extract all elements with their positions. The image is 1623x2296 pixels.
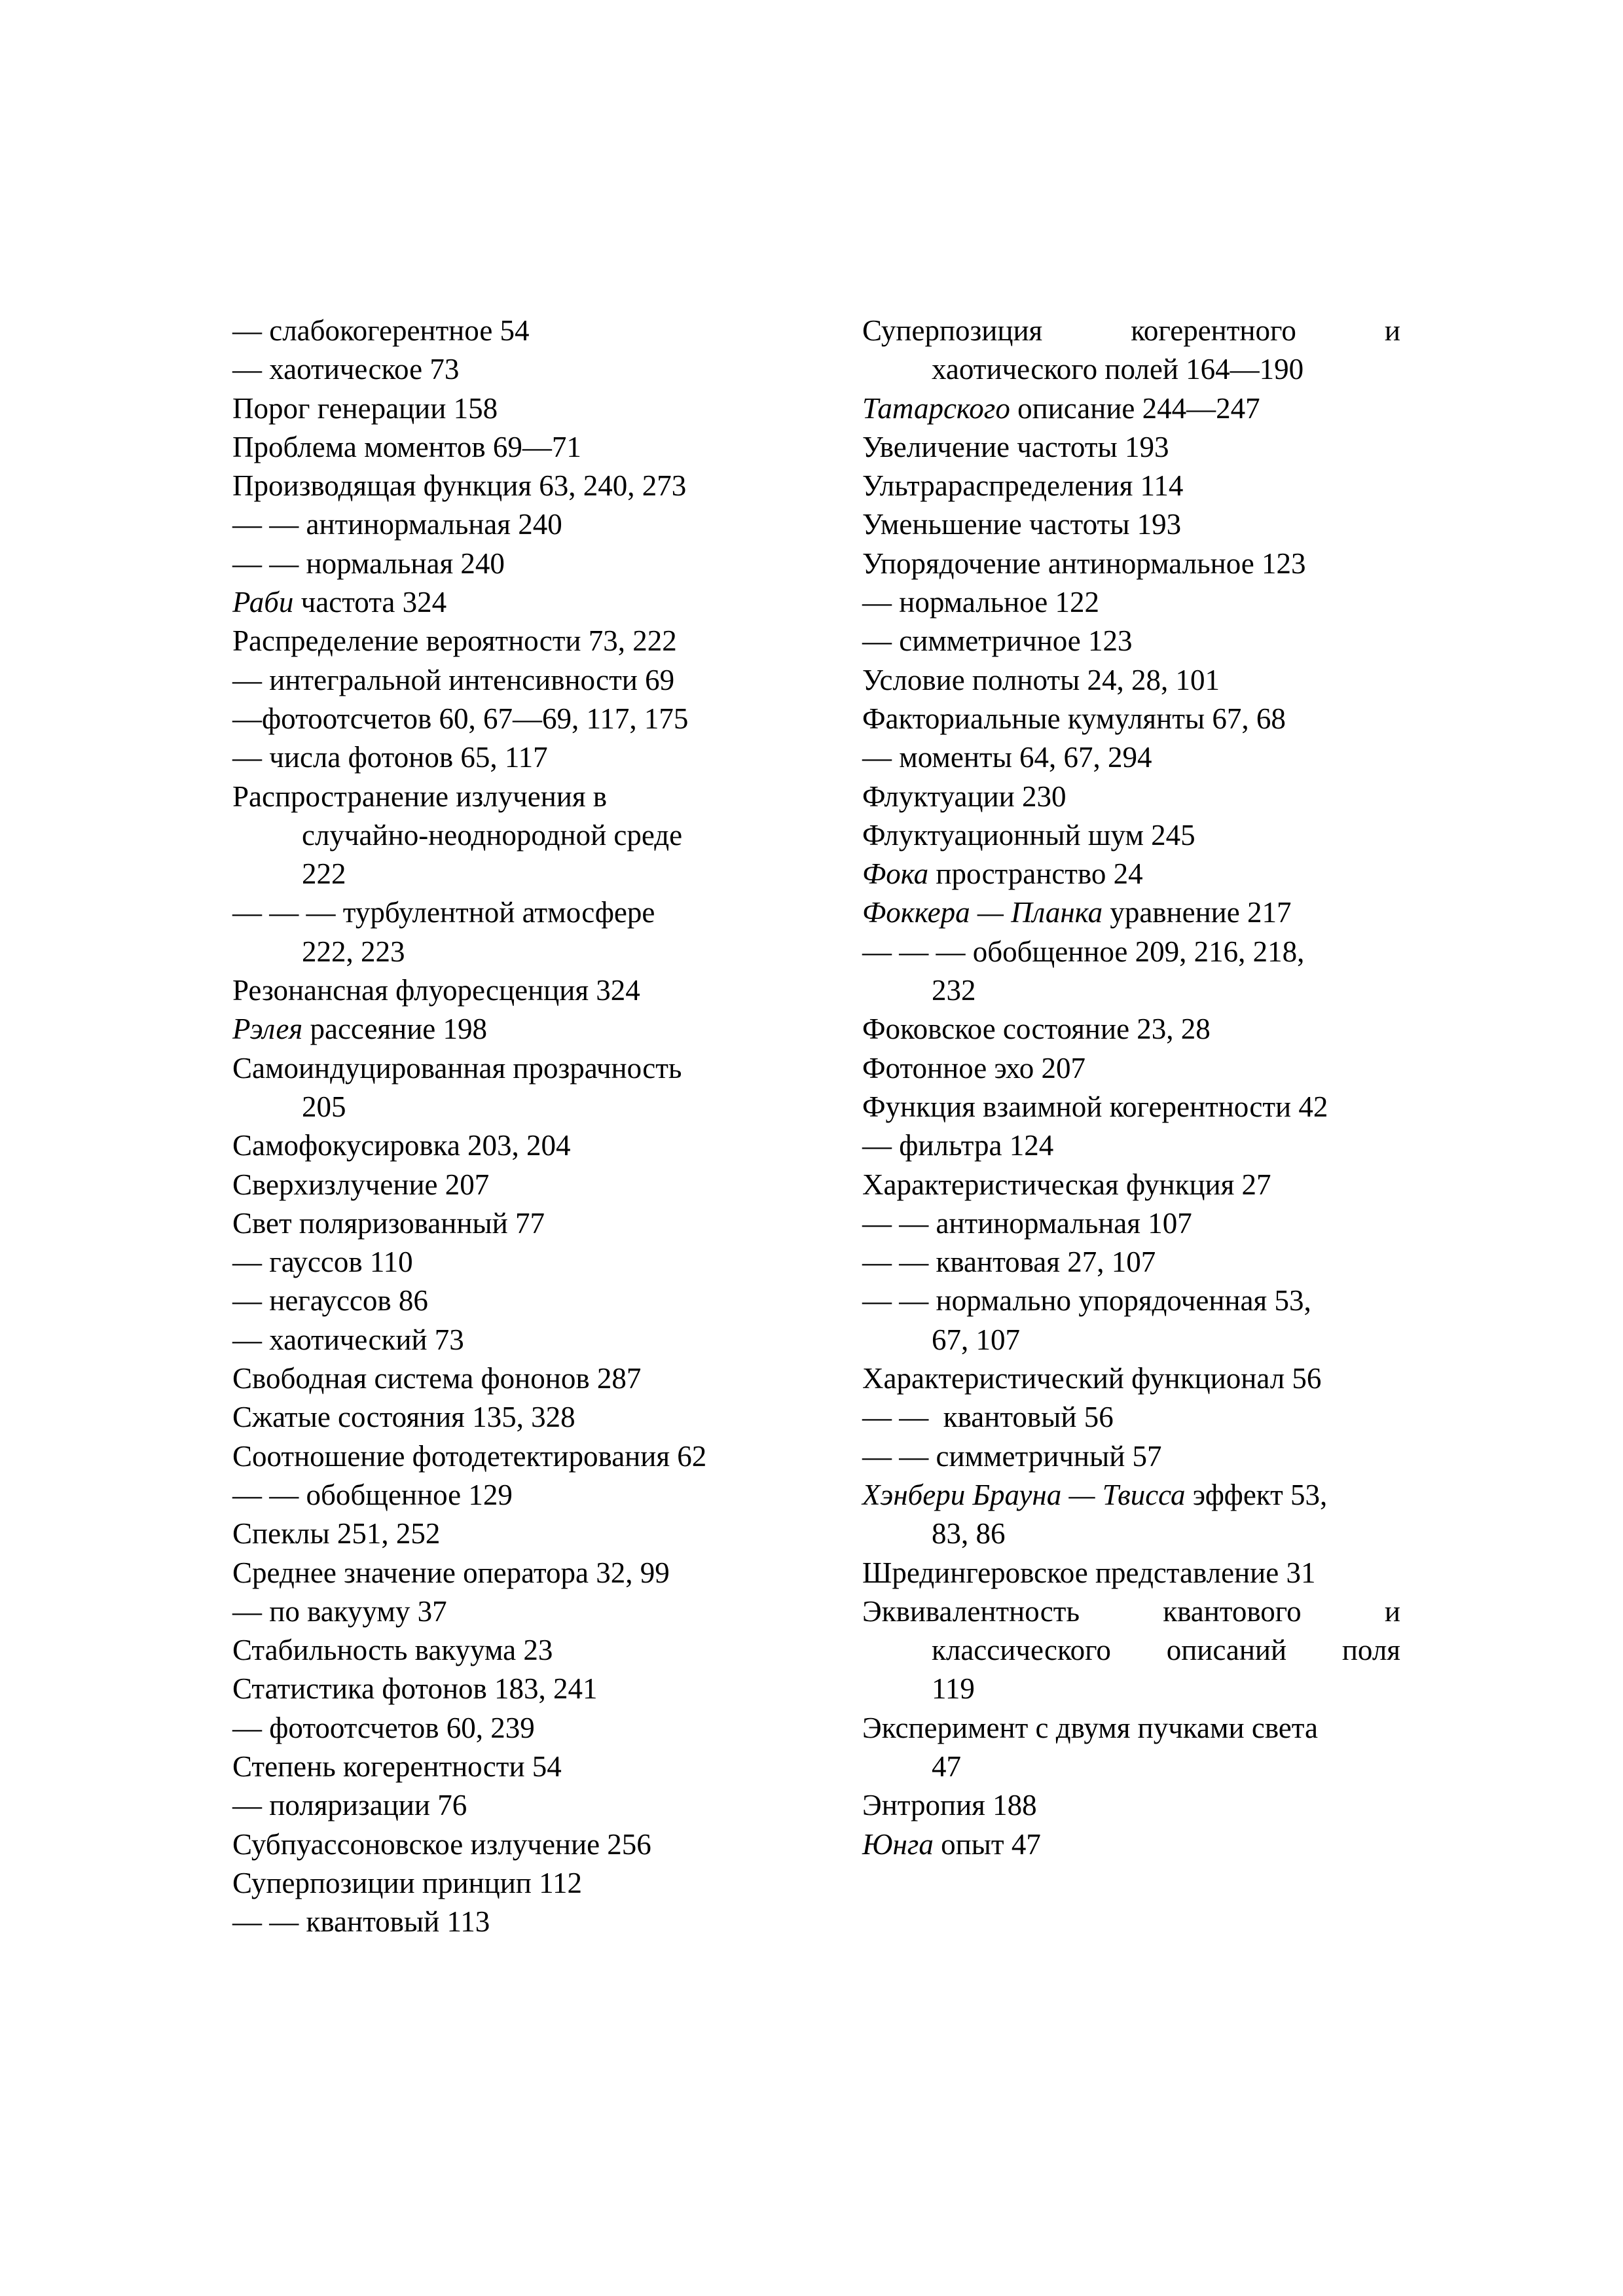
index-entry — [232, 1864, 822, 1903]
index-entry — [232, 1631, 822, 1670]
index-entry — [862, 1398, 1400, 1437]
index-entry-text: — — квантовый 56 — [862, 1401, 1114, 1434]
index-entry — [862, 1243, 1400, 1282]
index-entry-text: случайно-неоднородной среде — [302, 818, 683, 852]
index-entry-text: Субпуассоновское излучение 256 — [232, 1827, 651, 1861]
index-entry — [232, 1166, 822, 1204]
index-entry — [232, 893, 822, 932]
index-entry — [862, 661, 1400, 700]
index-entry-text: Увеличение частоты 193 — [862, 430, 1169, 463]
index-entry-text: Проблема моментов 69—71 — [232, 430, 581, 463]
index-entry-text: — — антинормальная 240 — [232, 508, 562, 541]
index-entry-word: Эквивалентность — [862, 1594, 1080, 1628]
index-entry — [232, 1476, 822, 1515]
index-entry — [862, 933, 1400, 971]
index-entry-name-italic: Раби — [232, 586, 294, 619]
index-entry-text: Суперпозиции принцип 112 — [232, 1866, 582, 1899]
index-entry — [232, 1670, 822, 1708]
index-entry — [232, 1049, 822, 1088]
index-entry-text: — хаотический 73 — [232, 1323, 464, 1356]
index-entry-word: классического — [932, 1634, 1111, 1667]
index-entry-text: Среднее значение оператора 32, 99 — [232, 1556, 670, 1589]
index-entry-text: — по вакууму 37 — [232, 1594, 447, 1628]
index-entry-text: Производящая функция 63, 240, 273 — [232, 469, 687, 503]
index-entry — [232, 1903, 822, 1941]
index-entry — [232, 1204, 822, 1243]
index-entry — [232, 1437, 822, 1476]
index-entry-name-italic: Фоккера — Планка — [862, 896, 1103, 929]
index-entry-name-italic: Фока — [862, 857, 929, 891]
index-entry — [232, 1282, 822, 1320]
index-entry-text: — — — обобщенное 209, 216, 218, — [862, 935, 1305, 968]
index-entry-text: Распределение вероятности 73, 222 — [232, 624, 677, 658]
index-entry — [862, 1204, 1400, 1243]
index-entry — [232, 1243, 822, 1282]
index-entry — [862, 1010, 1400, 1049]
index-entry-name-italic: Хэнбери Брауна — Твисса — [862, 1478, 1186, 1511]
index-entry — [862, 312, 1400, 350]
index-entry — [862, 738, 1400, 777]
index-entry-word: Суперпозиция — [862, 314, 1043, 347]
index-entry — [862, 428, 1400, 467]
index-entry-text: 232 — [932, 974, 976, 1007]
index-entry-text: описание 244—247 — [1010, 391, 1260, 425]
index-entry-word: квантового — [1163, 1594, 1302, 1628]
index-entry-text: пространство 24 — [928, 857, 1143, 891]
index-entry — [862, 855, 1400, 893]
index-entry-text: 222 — [302, 857, 346, 891]
index-entry-text: — моменты 64, 67, 294 — [862, 741, 1152, 774]
index-entry-text: — — — турбулентной атмосфере — [232, 896, 655, 929]
index-entry — [862, 1515, 1400, 1553]
index-entry — [232, 1398, 822, 1437]
index-entry-text: Эксперимент с двумя пучками света — [862, 1711, 1318, 1744]
index-entry — [862, 350, 1400, 389]
index-entry — [232, 1515, 822, 1553]
index-entry-word: описаний — [1166, 1634, 1287, 1667]
index-entry-text: —фотоотсчетов 60, 67—69, 117, 175 — [232, 702, 689, 735]
index-entry-text: Фоковское состояние 23, 28 — [862, 1013, 1211, 1046]
index-entry — [232, 1592, 822, 1631]
index-entry-text: эффект 53, — [1185, 1478, 1328, 1511]
index-entry-text: Спеклы 251, 252 — [232, 1517, 441, 1551]
index-entry — [232, 1010, 822, 1049]
index-entry-text: — — нормальная 240 — [232, 547, 505, 580]
index-entry-word: поля — [1341, 1634, 1400, 1667]
index-entry — [232, 389, 822, 428]
index-entry — [232, 700, 822, 738]
index-entry-text: 83, 86 — [932, 1517, 1006, 1551]
index-entry — [232, 971, 822, 1010]
index-entry-text: Функция взаимной когерентности 42 — [862, 1090, 1328, 1123]
index-entry-text: рассеяние 198 — [302, 1013, 487, 1046]
index-entry-text: Шредингеровское представление 31 — [862, 1556, 1316, 1589]
index-entry — [862, 1554, 1400, 1592]
index-entry — [232, 778, 822, 816]
index-entry — [232, 428, 822, 467]
index-entry — [862, 816, 1400, 855]
index-entry — [862, 1321, 1400, 1359]
index-entry-text: Энтропия 188 — [862, 1789, 1037, 1822]
index-entry-text: Фотонное эхо 207 — [862, 1051, 1086, 1085]
index-entry — [232, 855, 822, 893]
index-entry-text: — интегральной интенсивности 69 — [232, 663, 675, 696]
index-entry — [232, 1554, 822, 1592]
index-entry — [862, 1631, 1400, 1670]
index-entry — [232, 1786, 822, 1825]
index-entry-text: Флуктуации 230 — [862, 780, 1067, 813]
index-entry-text: Резонансная флуоресценция 324 — [232, 974, 640, 1007]
index-entry — [862, 1592, 1400, 1631]
index-entry-word: и — [1384, 1594, 1400, 1628]
index-entry-text: 205 — [302, 1090, 346, 1123]
index-entry-text: частота 324 — [293, 586, 447, 619]
index-entry — [232, 1088, 822, 1126]
index-entry — [232, 933, 822, 971]
index-entry-text: Стабильность вакуума 23 — [232, 1634, 553, 1667]
index-entry — [862, 1786, 1400, 1825]
index-entry — [232, 1748, 822, 1786]
index-entry-text: Уменьшение частоты 193 — [862, 508, 1182, 541]
index-entry — [862, 1126, 1400, 1165]
index-entry — [862, 1476, 1400, 1515]
index-entry-text: 47 — [932, 1749, 961, 1783]
index-entry — [232, 1321, 822, 1359]
index-entry-text: хаотического полей 164—190 — [932, 353, 1304, 386]
index-entry — [232, 661, 822, 700]
index-column-left — [232, 312, 822, 1941]
index-entry — [232, 545, 822, 583]
index-entry — [862, 1049, 1400, 1088]
index-entry — [232, 816, 822, 855]
index-entry-text: — — квантовая 27, 107 — [862, 1246, 1156, 1279]
index-entry-text: Соотношение фотодетектирования 62 — [232, 1439, 707, 1473]
index-entry-text: Характеристическая функция 27 — [862, 1168, 1271, 1201]
index-entry — [862, 893, 1400, 932]
index-entry-text: — — симметричный 57 — [862, 1439, 1162, 1473]
index-entry — [232, 1126, 822, 1165]
index-entry-text: — симметричное 123 — [862, 624, 1133, 658]
index-entry-text: Флуктуационный шум 245 — [862, 818, 1195, 852]
index-entry-text: — фильтра 124 — [862, 1129, 1054, 1162]
index-entry — [862, 1088, 1400, 1126]
index-entry-text: — слабокогерентное 54 — [232, 314, 530, 347]
index-entry-text: Свободная система фононов 287 — [232, 1362, 642, 1395]
index-entry — [862, 1166, 1400, 1204]
index-entry — [232, 738, 822, 777]
index-entry-name-italic: Юнга — [862, 1827, 934, 1861]
index-entry — [862, 389, 1400, 428]
index-entry-text: — — нормально упорядоченная 53, — [862, 1284, 1311, 1318]
index-entry-text: 67, 107 — [932, 1323, 1020, 1356]
index-entry-text: Статистика фотонов 183, 241 — [232, 1672, 598, 1706]
index-entry — [862, 505, 1400, 544]
index-entry-text: Сверхизлучение 207 — [232, 1168, 490, 1201]
index-entry-text: — фотоотсчетов 60, 239 — [232, 1711, 535, 1744]
index-entry — [232, 1825, 822, 1864]
index-entry — [862, 1748, 1400, 1786]
index-entry-word: когерентного — [1131, 314, 1296, 347]
index-entry — [862, 467, 1400, 505]
index-entry — [232, 350, 822, 389]
index-entry — [862, 622, 1400, 660]
index-entry — [232, 312, 822, 350]
index-entry-text: — числа фотонов 65, 117 — [232, 741, 548, 774]
index-entry — [862, 1825, 1400, 1864]
index-column-right — [862, 312, 1400, 1864]
index-entry-text: Упорядочение антинормальное 123 — [862, 547, 1306, 580]
index-entry — [232, 467, 822, 505]
index-entry — [862, 1359, 1400, 1398]
index-entry-text: Степень когерентности 54 — [232, 1749, 562, 1783]
index-entry — [862, 778, 1400, 816]
index-entry-name-italic: Татарского — [862, 391, 1010, 425]
index-entry-text: Порог генерации 158 — [232, 391, 498, 425]
index-entry-text: 222, 223 — [302, 935, 405, 968]
index-entry — [232, 1709, 822, 1748]
index-entry — [232, 583, 822, 622]
index-entry-text: 119 — [932, 1672, 975, 1706]
index-entry — [862, 700, 1400, 738]
index-entry — [862, 545, 1400, 583]
index-entry — [862, 583, 1400, 622]
index-entry — [862, 971, 1400, 1010]
index-entry — [862, 1282, 1400, 1320]
index-entry-text: уравнение 217 — [1103, 896, 1292, 929]
index-entry-text: — гауссов 110 — [232, 1246, 413, 1279]
index-entry-text: Самофокусировка 203, 204 — [232, 1129, 571, 1162]
index-entry — [862, 1670, 1400, 1708]
index-entry-text: — — квантовый 113 — [232, 1905, 490, 1939]
index-entry-text: Сжатые состояния 135, 328 — [232, 1401, 575, 1434]
index-entry — [232, 622, 822, 660]
index-entry-text: Распространение излучения в — [232, 780, 608, 813]
index-entry-text: — негауссов 86 — [232, 1284, 428, 1318]
index-entry-word: и — [1384, 314, 1400, 347]
index-entry — [862, 1709, 1400, 1748]
index-entry-text: Свет поляризованный 77 — [232, 1206, 545, 1240]
index-entry-text: опыт 47 — [933, 1827, 1041, 1861]
index-entry-text: Условие полноты 24, 28, 101 — [862, 663, 1220, 696]
index-entry — [232, 1359, 822, 1398]
index-entry-text: Ультрараспределения 114 — [862, 469, 1184, 503]
index-entry-text: — — антинормальная 107 — [862, 1206, 1192, 1240]
index-entry — [232, 505, 822, 544]
index-entry — [862, 1437, 1400, 1476]
index-entry-text: — — обобщенное 129 — [232, 1478, 513, 1511]
index-entry-text: Факториальные кумулянты 67, 68 — [862, 702, 1286, 735]
index-entry-text: — нормальное 122 — [862, 586, 1100, 619]
index-entry-text: — поляризации 76 — [232, 1789, 467, 1822]
index-entry-text: Самоиндуцированная прозрачность — [232, 1051, 682, 1085]
index-entry-name-italic: Рэлея — [232, 1013, 303, 1046]
index-entry-text: — хаотическое 73 — [232, 353, 460, 386]
index-entry-text: Характеристический функционал 56 — [862, 1362, 1322, 1395]
